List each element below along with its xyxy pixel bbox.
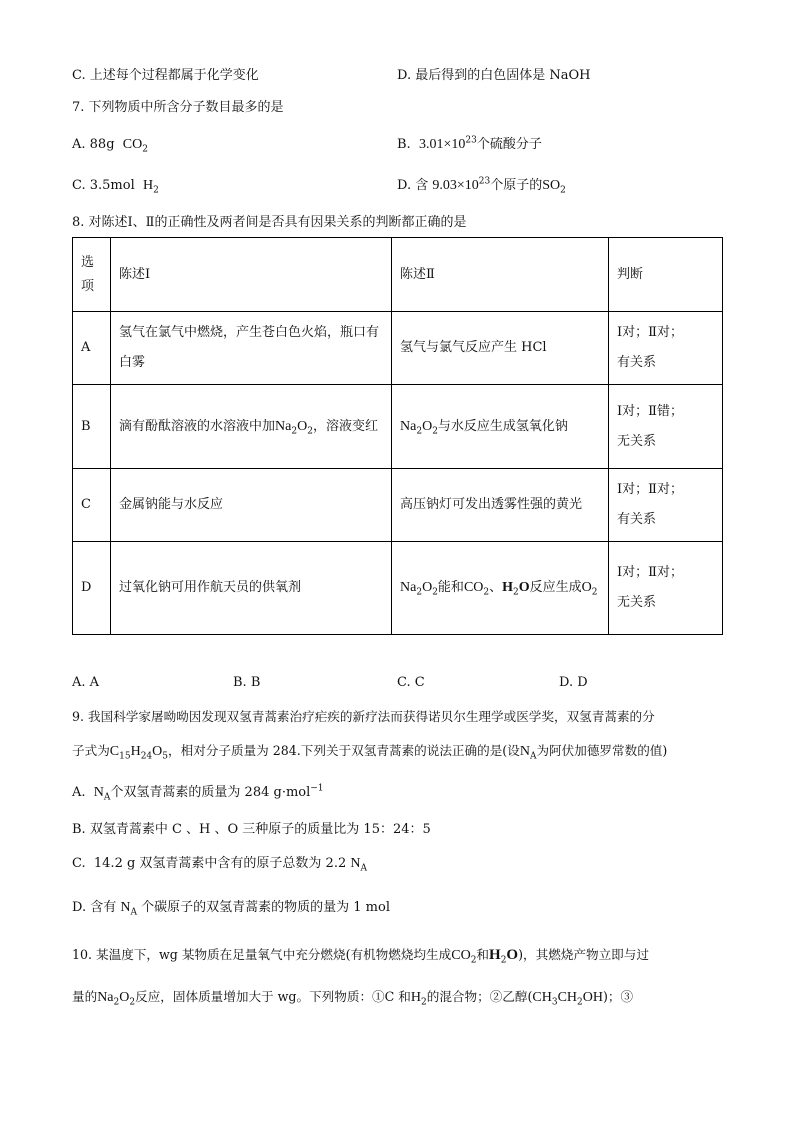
q8-row-d-judge-l1: Ⅰ对；Ⅱ对； — [617, 565, 683, 580]
q8-row-d-s2-mid2: 、 — [489, 580, 503, 595]
q10-l2-s4: 3 — [551, 997, 558, 1008]
q10-l2-f4: CH — [532, 990, 552, 1005]
q8-row-b-s1-sub1: 2 — [291, 426, 298, 437]
q10-line2 — [72, 988, 633, 1007]
q9-option-d — [72, 899, 390, 917]
q8-row-d-judge — [609, 542, 723, 635]
q9-c-mid: 14.2 g 双氢青蒿素中含有的原子总数为 2.2 — [93, 856, 347, 871]
q10-l1-s1: 2 — [470, 955, 477, 966]
q7-b-num: 3.01×10 — [418, 137, 466, 152]
q9-a-na: N — [93, 785, 104, 800]
q8-row-b-option: B — [73, 385, 111, 469]
q8-row-b-s2-f2: O — [422, 418, 433, 434]
q8-row-b-s2-sub1: 2 — [416, 426, 423, 437]
q10-l2-post: )；③ — [603, 989, 634, 1004]
q8-row-b-s2-f1: Na — [400, 418, 417, 434]
q10-l2-f3: H — [410, 990, 421, 1005]
q7-d-mid: 个原子的 — [490, 178, 543, 193]
q9-formula-c: C — [109, 744, 120, 759]
q10-l2-f6: OH — [582, 990, 604, 1005]
q8-header-option-l2: 项 — [81, 278, 95, 294]
q8-row-c-option: C — [73, 469, 111, 542]
q8-row-c-s1: 金属钠能与水反应 — [111, 469, 392, 542]
q7-d-exp: 23 — [478, 176, 491, 187]
q7-c-formula: H — [143, 178, 154, 193]
q10-l1-pre: 10. 某温度下，wg 某物质在足量氧气中充分燃烧(有机物燃烧均生成 — [72, 947, 452, 962]
q8-row-b-s1-f1: Na — [275, 418, 292, 434]
q10-l2-s5: 2 — [577, 997, 583, 1008]
q8-row-b-s1 — [111, 385, 392, 469]
q8-header-option — [73, 238, 111, 312]
q7-d-prefix: D. 含 — [397, 178, 429, 193]
q8-row-d-s2-sub4: 2 — [513, 587, 519, 598]
q8-row-d-s2-f5: O — [518, 580, 530, 595]
q6-option-d: D. 最后得到的白色固体是 NaOH — [397, 68, 591, 83]
q8-row-a-judge-l2: 有关系 — [617, 355, 657, 370]
q8-row-b — [73, 385, 723, 469]
q9-stem-post: 为阿伏加德罗常数的值) — [536, 743, 668, 758]
q8-row-d-s2-sub3: 2 — [483, 587, 490, 598]
q10-l2-pre: 量的 — [72, 989, 98, 1004]
q9-d-pre: D. 含有 — [72, 900, 117, 915]
q8-row-d-s1: 过氧化钠可用作航天员的供氧剂 — [111, 542, 392, 635]
q7-a-formula: CO — [122, 137, 143, 152]
q10-l1-f1: CO — [451, 948, 471, 963]
q10-l2-f1: Na — [97, 990, 114, 1005]
q8-row-b-s2-sub2: 2 — [432, 426, 438, 437]
q9-a-pre: A. — [72, 785, 86, 800]
q8-row-d-s2-mid3: 反应生成 — [529, 580, 582, 595]
q9-sub-c: 15 — [119, 751, 131, 762]
q8-row-b-s1-f2: O — [297, 418, 308, 434]
q9-stem-line2 — [72, 742, 667, 761]
q8-row-d-option: D — [73, 542, 111, 635]
q7-d-sub: 2 — [560, 185, 566, 196]
q8-answer-a: A. A — [72, 675, 100, 690]
q8-row-b-s1-sub2: 2 — [307, 426, 313, 437]
q10-l1-post: )，其燃烧产物立即与过 — [518, 947, 649, 962]
q9-na: N — [519, 744, 530, 759]
q7-a-prefix: A. 88g — [72, 137, 115, 152]
q9-a-mid: 个双氢青蒿素的质量为 284 g·mol — [110, 785, 311, 800]
q8-header-s2: 陈述Ⅱ — [392, 238, 609, 312]
q8-row-a-judge — [609, 312, 723, 385]
q7-b-exp: 23 — [465, 135, 477, 146]
q8-header-row — [73, 238, 723, 312]
q8-row-d-judge-l2: 无关系 — [617, 595, 657, 610]
q7-a-sub: 2 — [142, 144, 148, 155]
q8-row-b-s1-post: ，溶液变红 — [312, 418, 378, 434]
q8-row-d-s2-f3: CO — [463, 580, 484, 595]
q7-c-sub: 2 — [153, 185, 159, 196]
q9-option-b: B. 双氢青蒿素中 C 、H 、O 三种原子的质量比为 15：24：5 — [72, 822, 431, 837]
q8-stem: 8. 对陈述Ⅰ、Ⅱ的正确性及两者间是否具有因果关系的判断都正确的是 — [72, 215, 467, 230]
q8-answer-b: B. B — [233, 675, 261, 690]
q9-a-exp: −1 — [310, 783, 324, 794]
q8-row-d — [73, 542, 723, 635]
q8-row-c-judge-l2: 有关系 — [617, 512, 657, 527]
q9-d-na-sub: A — [130, 907, 137, 918]
q9-sub-o: 5 — [162, 751, 169, 762]
q9-formula-o: O — [152, 744, 163, 759]
q10-l2-s1: 2 — [113, 997, 120, 1008]
q8-row-d-s2-sub2: 2 — [432, 587, 438, 598]
q8-row-c-judge — [609, 469, 723, 542]
q8-answer-c: C. C — [397, 675, 425, 690]
q7-option-a — [72, 136, 148, 154]
q7-b-suffix: 个硫酸分子 — [476, 137, 542, 152]
q8-row-d-s2-f2: O — [422, 580, 433, 595]
q6-option-c: C. 上述每个过程都属于化学变化 — [72, 68, 259, 83]
q8-row-b-judge-l2: 无关系 — [617, 433, 657, 449]
q8-row-d-s2 — [392, 542, 609, 635]
q8-row-c-judge-l1: Ⅰ对；Ⅱ对； — [617, 482, 683, 497]
q8-table — [72, 237, 723, 635]
q10-l2-mid: 反应，固体质量增加大于 wg。下列物质：①C 和 — [135, 989, 411, 1004]
q8-header-option-l1: 选 — [81, 254, 95, 270]
q9-stem-line1: 9. 我国科学家屠呦呦因发现双氢青蒿素治疗疟疾的新疗法而获得诺贝尔生理学或医学奖，双氢青蒿素的分 — [72, 709, 655, 724]
q10-l1-f3: O — [506, 947, 519, 963]
q8-row-a — [73, 312, 723, 385]
q9-d-na: N — [120, 900, 131, 915]
q8-answer-d: D. D — [559, 675, 588, 690]
q8-row-b-s2-post: 与水反应生成氢氧化钠 — [437, 418, 568, 434]
q8-row-d-s2-sub1: 2 — [416, 587, 423, 598]
q8-header-s1: 陈述Ⅰ — [111, 238, 392, 312]
q9-stem-mid: ，相对分子质量为 284.下列关于双氢青蒿素的说法正确的是(设 — [168, 743, 520, 758]
q8-header-judge: 判断 — [609, 238, 723, 312]
q8-row-b-s2 — [392, 385, 609, 469]
q9-stem-pre: 子式为 — [72, 743, 110, 758]
q10-l2-f5: CH — [557, 990, 578, 1005]
q10-l2-f2: O — [119, 990, 130, 1005]
q9-d-post: 个碳原子的双氢青蒿素的物质的量为 1 mol — [141, 900, 390, 915]
q9-formula-h: H — [130, 744, 141, 759]
q7-d-num: 9.03×10 — [432, 178, 479, 193]
q10-l2-s2: 2 — [129, 997, 136, 1008]
q8-row-b-judge — [609, 385, 723, 469]
q8-row-d-s2-f4: H — [502, 580, 514, 595]
q7-stem: 7. 下列物质中所含分子数目最多的是 — [72, 100, 284, 115]
q8-row-b-s1-pre: 滴有酚酞溶液的水溶液中加 — [119, 418, 276, 434]
q10-l1-f2: H — [489, 947, 501, 963]
q8-row-a-judge-l1: Ⅰ对；Ⅱ对； — [617, 325, 683, 340]
q10-l2-s3: 2 — [421, 997, 427, 1008]
q9-c-pre: C. — [72, 856, 86, 871]
q8-answer-options — [0, 675, 794, 693]
q7-d-formula: SO — [542, 178, 561, 193]
q8-row-d-s2-f6: O — [581, 580, 592, 595]
q10-l1-and: 和 — [476, 947, 490, 962]
q8-row-d-s2-f1: Na — [400, 580, 417, 595]
q8-row-c — [73, 469, 723, 542]
q10-line1 — [72, 946, 649, 965]
q8-row-a-s1: 氢气在氯气中燃烧，产生苍白色火焰，瓶口有白雾 — [111, 312, 392, 385]
q8-row-b-judge-l1: Ⅰ对；Ⅱ错； — [617, 403, 683, 419]
q7-b-prefix: B. — [397, 137, 411, 152]
q8-row-a-option: A — [73, 312, 111, 385]
q7-option-b — [397, 136, 542, 154]
q9-c-na-sub: A — [360, 863, 367, 874]
q9-sub-h: 24 — [140, 751, 153, 762]
q7-option-c — [72, 177, 159, 195]
q9-c-na: N — [350, 856, 361, 871]
q9-option-a — [72, 784, 324, 802]
q10-l1-s2: 2 — [500, 955, 507, 966]
q9-na-sub: A — [529, 751, 537, 762]
q7-option-d — [397, 177, 566, 195]
q7-c-prefix: C. 3.5mol — [72, 178, 135, 193]
q8-row-c-s2: 高压钠灯可发出透雾性强的黄光 — [392, 469, 609, 542]
q8-row-d-s2-mid: 能和 — [437, 580, 464, 595]
q9-option-c — [72, 855, 367, 873]
q9-a-na-sub: A — [103, 792, 111, 803]
q8-row-a-s2: 氢气与氯气反应产生 HCl — [392, 312, 609, 385]
q10-l2-mid2: 的混合物；②乙醇( — [426, 989, 533, 1004]
q8-row-d-s2-sub6: 2 — [591, 587, 598, 598]
